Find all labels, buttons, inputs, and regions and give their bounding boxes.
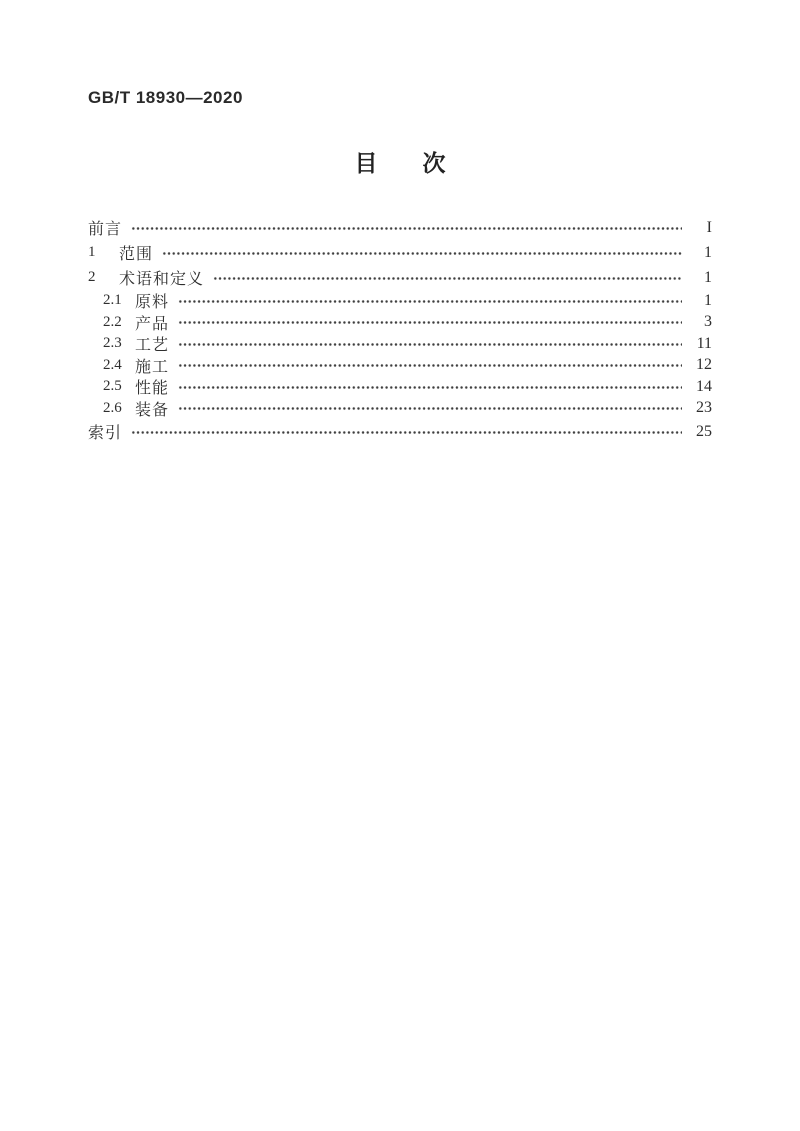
toc-entry-page: 1 [704,268,712,286]
toc-entry-label: 产品 [135,315,170,333]
dot-leader [178,358,682,374]
dot-leader [178,315,682,331]
toc-entry-label: 施工 [135,358,170,376]
dot-leader [178,379,682,395]
dot-leader [213,270,682,286]
toc-entry-scope [88,240,712,265]
toc-entry-label: 索引 [88,425,123,442]
toc-entry-label: 术语和定义 [119,271,205,288]
toc-entry-page: 11 [696,334,712,352]
toc-entry-page: 1 [704,243,712,261]
toc-entry-index [88,419,712,444]
toc-entry-page: 14 [696,377,712,395]
toc-entry-number: 2.1 [103,292,122,309]
standard-code: GB/T 18930—2020 [88,88,243,107]
dot-leader [178,336,682,352]
toc-entry-number: 2 [88,269,96,285]
toc-entry-construction [88,355,712,377]
dot-leader [131,220,682,236]
toc-entry-page: 3 [704,313,712,331]
toc-entry-products [88,312,712,334]
dot-leader [178,293,682,309]
toc-entry-foreword [88,215,712,240]
toc-entry-equipment [88,398,712,420]
toc-entry-label: 原料 [135,294,170,312]
toc-entry-performance [88,376,712,398]
toc-entry-number: 2.6 [103,399,122,416]
table-of-contents [88,215,712,444]
toc-entry-process [88,333,712,355]
toc-entry-label: 装备 [135,401,170,419]
toc-entry-page: I [706,218,712,236]
toc-entry-label: 性能 [135,380,170,398]
toc-entry-number: 2.4 [103,356,122,373]
toc-entry-number: 2.2 [103,313,122,330]
toc-entry-page: 12 [696,356,712,374]
toc-entry-label: 工艺 [135,337,170,355]
page-title [0,151,800,176]
toc-entry-number: 1 [88,244,96,260]
toc-entry-page: 23 [696,399,712,417]
dot-leader [178,401,682,417]
toc-entry-page: 1 [704,291,712,309]
toc-entry-number: 2.5 [103,378,122,395]
page-title-char-1: 目 [354,151,378,176]
dot-leader [162,245,682,261]
toc-entry-label: 范围 [119,246,154,263]
toc-entry-terms [88,265,712,290]
page-title-char-2: 次 [422,151,446,176]
toc-entry-page: 25 [696,422,712,440]
toc-entry-number: 2.3 [103,335,122,352]
dot-leader [131,424,682,440]
toc-entry-raw-materials [88,290,712,312]
toc-entry-label: 前言 [88,221,123,238]
